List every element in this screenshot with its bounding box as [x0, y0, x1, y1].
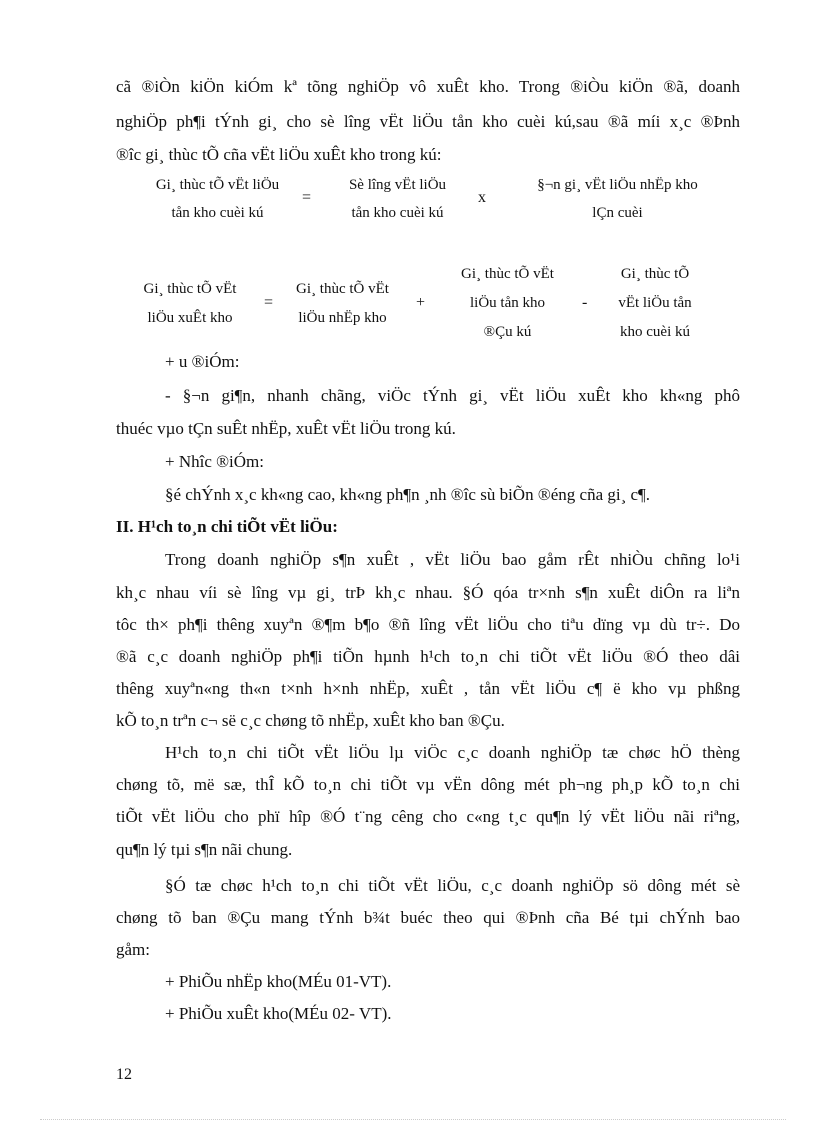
text-line: §é chÝnh x¸c kh«ng cao, kh«ng ph¶n ¸nh ®îc sù biÕn ®éng cña gi¸ c¶. [165, 485, 651, 504]
formula-2-term4-line: kho cuèi kú [620, 324, 690, 340]
disadvantages-heading: + Nhîc ®iÓm: [165, 452, 264, 471]
section-heading: II. H¹ch to¸n chi tiÕt vËt liÖu: [116, 517, 338, 536]
formula-2-equals: = [264, 294, 274, 311]
list-item: + PhiÕu nhËp kho(MÉu 01-VT). [165, 972, 392, 991]
formula-2-term3-line: liÖu tån kho [470, 295, 545, 311]
page-bottom-divider [40, 1119, 786, 1120]
text-line: kh¸c nhau víi sè lîng vµ gi¸ trÞ kh¸c nhau. §Ó qóa tr×nh s¶n xuÊt diÔn ra liªn [116, 583, 740, 602]
formula-1-term1-line: Gi¸ thùc tÕ vËt liÖu [155, 177, 280, 193]
formula-2-term1-line: Gi¸ thùc tÕ vËt [143, 281, 237, 297]
text-line: ®îc gi¸ thùc tÕ cña vËt liÖu xuÊt kho trong kú: [116, 145, 442, 164]
text-line: nghiÖp ph¶i tÝnh gi¸ cho sè lîng vËt liÖu tån kho cuèi kú,sau ®ã míi x¸c ®Þnh [116, 112, 740, 131]
formula-1-equals: = [302, 189, 312, 206]
formula-1-term2-line: Sè lîng vËt liÖu [348, 177, 447, 193]
text-line: tiÕt vËt liÖu cho phï hîp ®Ó t¨ng cêng cho c«ng t¸c qu¶n lý vËt liÖu nãi riªng, [116, 807, 740, 826]
formula-1-term1-line: tån kho cuèi kú [171, 205, 264, 221]
formula-1-term2-line: tån kho cuèi kú [351, 205, 444, 221]
text-line: ®ã c¸c doanh nghiÖp ph¶i tiÕn hµnh h¹ch to¸n chi tiÕt vËt liÖu ®Ó theo dâi [116, 647, 740, 666]
text-line: thêng xuyªn«ng th«n t×nh h×nh nhËp, xuÊt , tån vËt liÖu c¶ ë kho vµ phßng [116, 679, 740, 698]
text-line: tôc th× ph¶i thêng xuyªn ®¶m b¶o ®ñ lîng vËt liÖu cho tiªu dïng vµ dù tr÷. Do [116, 615, 740, 634]
formula-2-term4-line: vËt liÖu tån [618, 295, 692, 311]
text-line: qu¶n lý tµi s¶n nãi chung. [116, 840, 293, 859]
formula-2-term2-line: Gi¸ thùc tÕ vËt [296, 281, 389, 297]
advantages-heading: + u ®iÓm: [165, 352, 240, 371]
text-line: cã ®iÒn kiÖn kiÓm kª tõng nghiÖp vô xuÊt kho. Trong ®iÒu kiÖn ®ã, doanh [116, 77, 740, 96]
text-line: thuéc vµo tÇn suÊt nhËp, xuÊt vËt liÖu trong kú. [116, 419, 456, 438]
formula-1-times: x [478, 189, 486, 206]
formula-2-term3-line: ®Çu kú [483, 324, 532, 340]
formula-2-plus: + [416, 294, 426, 311]
text-line: H¹ch to¸n chi tiÕt vËt liÖu lµ viÖc c¸c doanh nghiÖp tæ chøc hÖ thèng [165, 743, 740, 762]
text-line: §Ó tæ chøc h¹ch to¸n chi tiÕt vËt liÖu, c¸c doanh nghiÖp sö dông mét sè [165, 876, 740, 895]
text-line: - §¬n gi¶n, nhanh chãng, viÖc tÝnh gi¸ vËt liÖu xuÊt kho kh«ng phô [165, 386, 740, 405]
text-line: gåm: [116, 940, 150, 959]
text-line: Trong doanh nghiÖp s¶n xuÊt , vËt liÖu bao gåm rÊt nhiÒu chñng lo¹i [165, 550, 740, 569]
formula-2-term4-line: Gi¸ thùc tÕ [620, 266, 690, 282]
formula-2-term2-line: liÖu nhËp kho [298, 310, 387, 326]
formula-2-minus: - [582, 294, 588, 311]
formula-2-term3-line: Gi¸ thùc tÕ vËt [461, 266, 554, 282]
formula-2-term1-line: liÖu xuÊt kho [147, 310, 233, 326]
text-line: kÕ to¸n trªn c¬ së c¸c chøng tõ nhËp, xuÊt kho ban ®Çu. [116, 711, 505, 730]
list-item: + PhiÕu xuÊt kho(MÉu 02- VT). [165, 1004, 392, 1023]
formula-1-term3-line: §¬n gi¸ vËt liÖu nhËp kho [537, 177, 698, 193]
text-line: chøng tõ, më sæ, thÎ kÕ to¸n chi tiÕt vµ vËn dông mét ph¬ng ph¸p kÕ to¸n chi [116, 775, 740, 794]
text-line: chøng tõ ban ®Çu mang tÝnh b¾t buéc theo qui ®Þnh cña Bé tµi chÝnh bao [116, 908, 740, 927]
formula-1-term3-line: lÇn cuèi [592, 205, 643, 221]
page-number: 12 [116, 1066, 132, 1083]
